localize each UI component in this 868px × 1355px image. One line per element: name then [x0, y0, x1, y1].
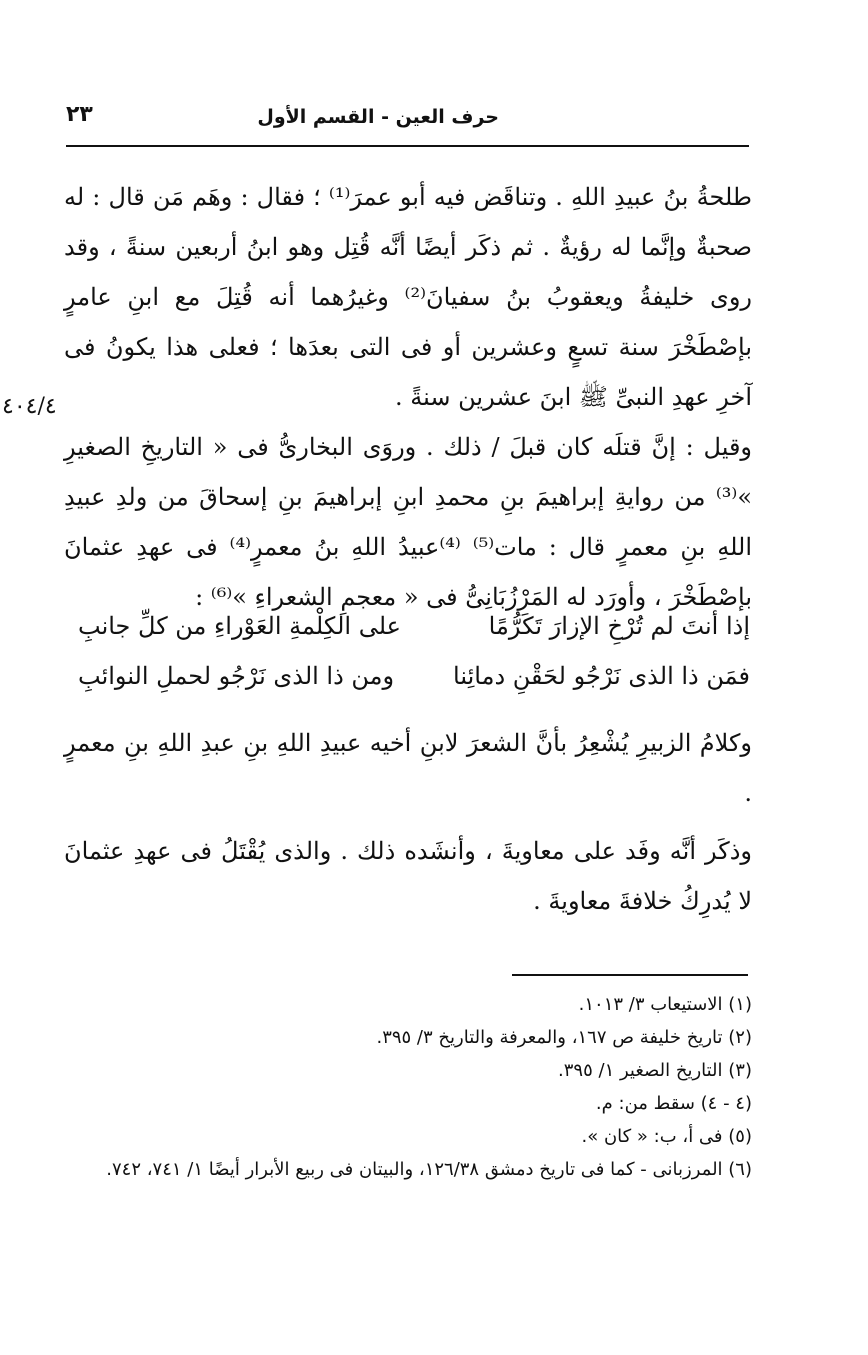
footnote-4: (٤ - ٤) سقط من: م. — [595, 1093, 752, 1114]
footnotes — [66, 988, 752, 1186]
footnote-1: (١) الاستيعاب ٣/ ١٠١٣. — [578, 994, 752, 1015]
verse-1-first-hemistich: إذا أنتَ لم تُرْخِ الإزارَ تَكَرُّمًا — [488, 612, 750, 640]
running-title: حرف العين - القسم الأول — [257, 106, 499, 128]
main-text-continued — [64, 718, 752, 934]
poem-verse-1 — [78, 606, 750, 658]
main-text — [64, 172, 752, 622]
footnote-3: (٣) التاريخ الصغير ١/ ٣٩٥. — [558, 1060, 752, 1081]
page-header — [66, 96, 749, 140]
footnote-6: (٦) المرزبانى - كما فى تاريخ دمشق ١٢٦/٣٨، والبيتان فى ربيع الأبرار أيضًا ١/ ٧٤١، ٧٤٢. — [106, 1159, 752, 1180]
paragraph-1: طلحةُ بنُ عبيدِ اللهِ . وتناقَض فيه أبو عمرَ⁽¹⁾ ؛ فقال : وهَم مَن قال : له صحبةٌ وإنَّما له رؤيةٌ . ثم ذكَر أيضًا أنَّه قُتِل وهو ابنُ أربعين سنةً ، وقد روى خليفةُ ويعقوبُ بنُ سفيانَ⁽²⁾ وغيرُهما أنه قُتِلَ مع ابنِ عامرٍ بإصْطَخْرَ سنة تسعٍ وعشرين أو فى التى بعدَها ؛ فعلى هذا يكونُ فى آخرِ عهدِ النبىِّ ﷺ ابنَ عشرين سنةً . — [64, 183, 752, 411]
page-number: ٢٣ — [66, 102, 93, 127]
verse-1-second-hemistich: على الكِلْمةِ العَوْراءِ من كلِّ جانبِ — [78, 612, 401, 640]
verse-2-second-hemistich: ومن ذا الذى نَرْجُو لحملِ النوائبِ — [78, 662, 395, 690]
paragraph-2: وقيل : إنَّ قتلَه كان قبلَ / ذلك . وروَى البخارىُّ فى « التاريخِ الصغيرِ »⁽³⁾ من روايةِ إبراهيمَ بنِ محمدِ ابنِ إبراهيمَ بنِ إسحاقَ من ولدِ عبيدِ اللهِ بنِ معمرٍ قال : مات⁽⁵⁾ ⁽⁴⁾عبيدُ اللهِ بنُ معمرٍ⁽⁴⁾ فى عهدِ عثمانَ بإصْطَخْرَ ، وأورَد له المَرْزُبَانِىُّ فى « معجمِ الشعراءِ »⁽⁶⁾ : — [64, 433, 753, 611]
margin-reference: ٤٠٤/٤ — [2, 394, 57, 419]
footnote-2: (٢) تاريخ خليفة ص ١٦٧، والمعرفة والتاريخ ٣/ ٣٩٥. — [376, 1027, 752, 1048]
footnote-5: (٥) فى أ، ب: « كان ». — [581, 1126, 752, 1147]
paragraph-4: وذكَر أنَّه وفَد على معاويةَ ، وأنشَده ذلك . والذى يُقْتَلُ فى عهدِ عثمانَ لا يُدرِكُ خلافةَ معاويةَ . — [64, 837, 752, 915]
footnote-rule — [512, 974, 748, 976]
header-rule — [66, 145, 749, 147]
poem-verse-2 — [78, 656, 750, 708]
verse-2-first-hemistich: فمَن ذا الذى نَرْجُو لحَقْنِ دمائِنا — [453, 662, 750, 690]
paragraph-3: وكلامُ الزبيرِ يُشْعِرُ بأنَّ الشعرَ لابنِ أخيه عبيدِ اللهِ بنِ عبدِ اللهِ بنِ معمرٍ . — [64, 729, 752, 807]
